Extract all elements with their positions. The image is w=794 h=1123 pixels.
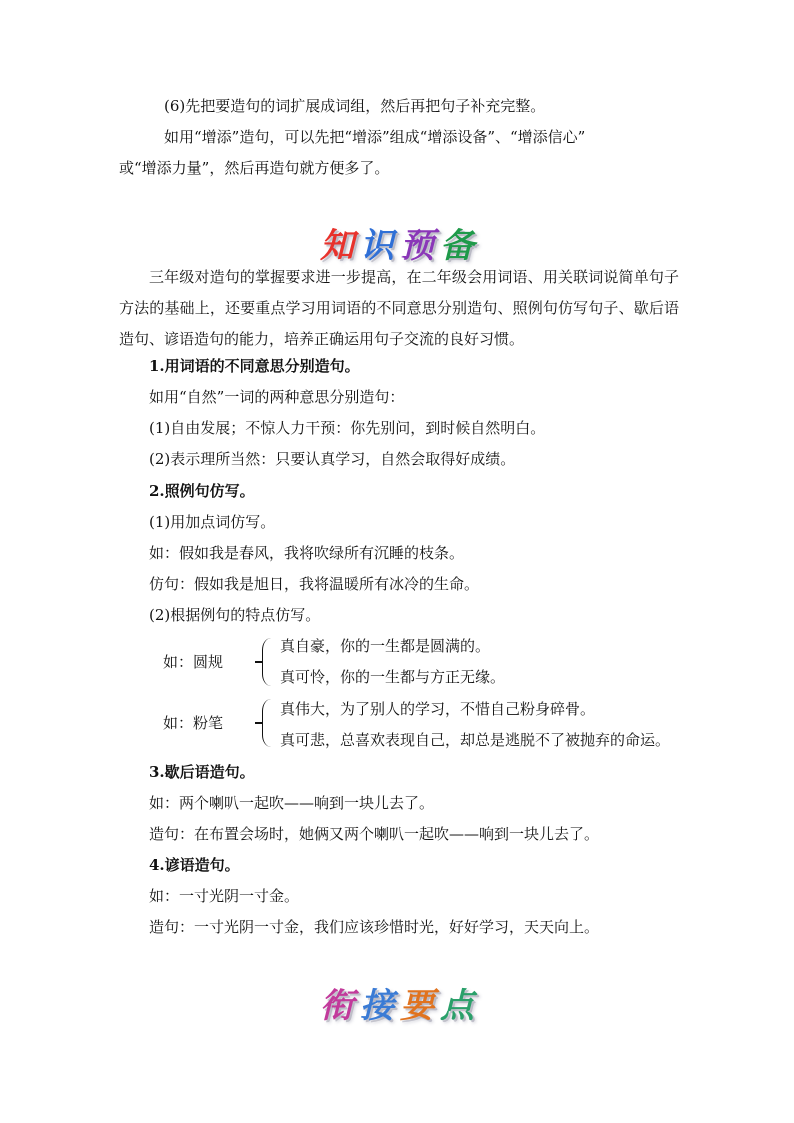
overview-paragraph: 三年级对造句的掌握要求进一步提高，在二年级会用词语、用关联词说简单句子方法的基础上，还要重点学习用词语的不同意思分别造句、照例句仿写句子、歇后语造句、谚语造句的能力，培养正确运用句子交流的良好习惯。 <box>119 268 679 348</box>
section1-item-1: (1)自由发展；不惊人力干预：你先别问，到时候自然明白。 <box>149 419 546 437</box>
banner1-char-0: 知 <box>320 226 354 266</box>
intro-example-line-1: 如用“增添”造句，可以先把“增添”组成“增添设备”、“增添信心” <box>164 128 586 146</box>
banner-connection-points <box>0 978 794 1027</box>
section2-heading: 2.照例句仿写。 <box>149 482 255 500</box>
section2-imitation: 仿句：假如我是旭日，我将温暖所有冰冷的生命。 <box>149 575 480 593</box>
section3-sentence: 造句：在布置会场时，她俩又两个喇叭一起吹——响到一块儿去了。 <box>149 825 600 843</box>
section2-example: 如：假如我是春风，我将吹绿所有沉睡的枝条。 <box>149 544 465 562</box>
banner2-char-2: 要 <box>400 986 434 1026</box>
intro-item-6: (6)先把要造句的词扩展成词组，然后再把句子补充完整。 <box>164 97 546 115</box>
group1-label: 如：圆规 <box>163 653 224 671</box>
section2-sub-1: (1)用加点词仿写。 <box>149 513 276 531</box>
section4-example: 如：一寸光阴一寸金。 <box>149 887 300 905</box>
banner1-char-2: 预 <box>400 226 434 266</box>
banner1-char-3: 备 <box>440 226 474 266</box>
group1-brace-tip <box>255 661 263 663</box>
section1-heading: 1.用词语的不同意思分别造句。 <box>149 357 360 375</box>
group1-line-2: 真可怜，你的一生都与方正无缘。 <box>280 668 506 686</box>
group2-line-2: 真可悲，总喜欢表现自己，却总是逃脱不了被抛弃的命运。 <box>280 731 671 749</box>
group1-line-1: 真自豪，你的一生都是圆满的。 <box>280 637 491 655</box>
banner-knowledge-prep <box>0 218 794 267</box>
banner2-char-1: 接 <box>360 986 394 1026</box>
section3-heading: 3.歇后语造句。 <box>149 763 255 781</box>
group2-line-1: 真伟大，为了别人的学习，不惜自己粉身碎骨。 <box>280 700 596 718</box>
banner2-char-3: 点 <box>440 986 474 1026</box>
banner1-char-1: 识 <box>360 226 394 266</box>
intro-example-line-2: 或“增添力量”，然后再造句就方便多了。 <box>119 159 390 177</box>
group2-brace-tip <box>255 722 263 724</box>
section1-item-2: (2)表示理所当然：只要认真学习，自然会取得好成绩。 <box>149 450 516 468</box>
group2-brace <box>262 699 273 747</box>
group1-brace <box>262 638 273 686</box>
section4-heading: 4.谚语造句。 <box>149 856 240 874</box>
banner2-char-0: 衔 <box>320 986 354 1026</box>
section1-intro: 如用“自然”一词的两种意思分别造句： <box>149 388 405 406</box>
group2-label: 如：粉笔 <box>163 714 224 732</box>
section3-example: 如：两个喇叭一起吹——响到一块儿去了。 <box>149 794 435 812</box>
section4-sentence: 造句：一寸光阴一寸金，我们应该珍惜时光，好好学习，天天向上。 <box>149 918 600 936</box>
section2-sub-2: (2)根据例句的特点仿写。 <box>149 606 321 624</box>
